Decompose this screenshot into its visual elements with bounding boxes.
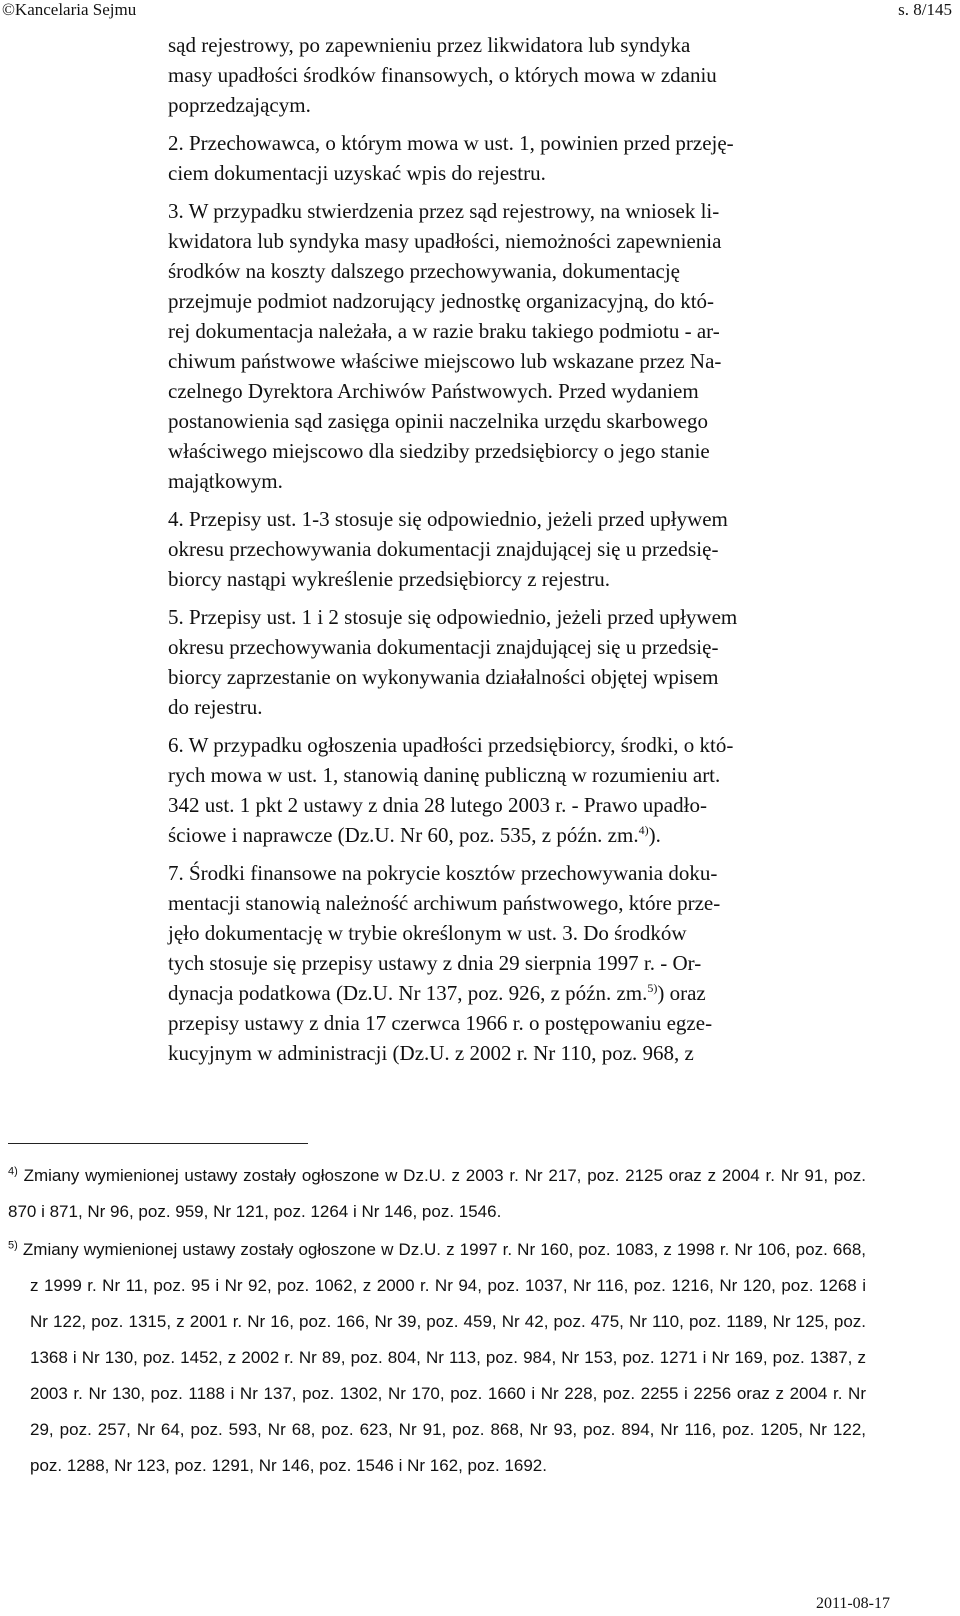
text-line <box>168 820 868 850</box>
footnote-text: Zmiany wymienionej ustawy zostały ogłoszone w Dz.U. z 1997 r. Nr 160, poz. 1083, z 1998 r. Nr 106, poz. 668, z 1999 r. Nr 11, poz. 95 i Nr 92, poz. 1062, z 2000 r. Nr 94, poz. 1037, Nr 116, poz. 1216, Nr 120, poz. 1268 i Nr 122, poz. 1315, z 2001 r. Nr 16, poz. 166, Nr 39, poz. 459, Nr 42, poz. 475, Nr 110, poz. 1189, Nr 125, poz. 1368 i Nr 130, poz. 1452, z 2002 r. Nr 89, poz. 804, Nr 113, poz. 984, Nr 153, poz. 1271 i Nr 169, poz. 1387, z 2003 r. Nr 130, poz. 1188 i Nr 137, poz. 1302, Nr 170, poz. 1660 i Nr 228, poz. 2255 i 2256 oraz z 2004 r. Nr 29, poz. 257, Nr 64, poz. 593, Nr 68, poz. 623, Nr 91, poz. 868, Nr 93, poz. 894, Nr 116, poz. 1205, Nr 122, poz. 1288, Nr 123, poz. 1291, Nr 146, poz. 1546 i Nr 162, poz. 1692. <box>22 1240 866 1475</box>
text-line: chiwum państwowe właściwe miejscowo lub wskazane przez Na- <box>168 349 722 373</box>
paragraph-5 <box>168 602 868 722</box>
paragraph-2 <box>168 128 868 188</box>
text-fragment: ) oraz <box>657 981 706 1005</box>
footnotes <box>8 1158 866 1486</box>
text-line: środków na koszty dalszego przechowywania, dokumentację <box>168 259 680 283</box>
footnote-text: Zmiany wymienionej ustawy zostały ogłoszone w Dz.U. z 2003 r. Nr 217, poz. 2125 oraz z 2004 r. Nr 91, poz. 870 i 871, Nr 96, poz. 959, Nr 121, poz. 1264 i Nr 146, poz. 1546. <box>8 1166 866 1221</box>
text-line: 342 ust. 1 pkt 2 ustawy z dnia 28 lutego 2003 r. - Prawo upadło- <box>168 793 707 817</box>
text-line: 2. Przechowawca, o którym mowa w ust. 1, powinien przed przeję- <box>168 131 734 155</box>
footnote-reference[interactable]: 4) <box>638 823 649 837</box>
paragraph-3 <box>168 196 868 496</box>
paragraph-1-continuation <box>168 30 868 120</box>
footer-date: 2011-08-17 <box>815 1595 890 1612</box>
paragraph-6 <box>168 730 868 850</box>
footnote-5 <box>8 1232 866 1484</box>
footnote-4 <box>8 1158 866 1230</box>
footnote-mark: 5) <box>8 1239 18 1252</box>
header-source: ©Kancelaria Sejmu <box>2 0 137 19</box>
footnote-reference[interactable]: 5) <box>647 981 658 995</box>
text-line: 3. W przypadku stwierdzenia przez sąd rejestrowy, na wniosek li- <box>168 199 720 223</box>
text-line: okresu przechowywania dokumentacji znajdującej się u przedsię- <box>168 537 719 561</box>
text-line: masy upadłości środków finansowych, o których mowa w zdaniu <box>168 63 717 87</box>
text-line: biorcy zaprzestanie on wykonywania działalności objętej wpisem <box>168 665 719 689</box>
text-line: rej dokumentacja należała, a w razie braku takiego podmiotu - ar- <box>168 319 720 343</box>
paragraph-4 <box>168 504 868 594</box>
text-line: 7. Środki finansowe na pokrycie kosztów przechowywania doku- <box>168 861 718 885</box>
text-line: postanowienia sąd zasięga opinii naczelnika urzędu skarbowego <box>168 409 708 433</box>
text-line: sąd rejestrowy, po zapewnieniu przez likwidatora lub syndyka <box>168 33 691 57</box>
footnote-separator <box>8 1143 308 1144</box>
document-body <box>168 30 868 1076</box>
paragraph-7 <box>168 858 868 1068</box>
text-line: 4. Przepisy ust. 1-3 stosuje się odpowiednio, jeżeli przed upływem <box>168 507 728 531</box>
text-line: poprzedzającym. <box>168 93 311 117</box>
text-fragment: dynacja podatkowa (Dz.U. Nr 137, poz. 926, z późn. zm. <box>168 981 648 1005</box>
text-line: 5. Przepisy ust. 1 i 2 stosuje się odpowiednio, jeżeli przed upływem <box>168 605 738 629</box>
text-line: biorcy nastąpi wykreślenie przedsiębiorcy z rejestru. <box>168 567 610 591</box>
text-line: okresu przechowywania dokumentacji znajdującej się u przedsię- <box>168 635 719 659</box>
text-line: tych stosuje się przepisy ustawy z dnia 29 sierpnia 1997 r. - Or- <box>168 951 702 975</box>
text-line <box>168 978 868 1008</box>
header-page-number: s. 8/145 <box>898 0 952 19</box>
text-fragment: ściowe i naprawcze (Dz.U. Nr 60, poz. 535, z późn. zm. <box>168 823 639 847</box>
text-line: przejmuje podmiot nadzorujący jednostkę organizacyjną, do któ- <box>168 289 715 313</box>
text-line: rych mowa w ust. 1, stanowią daninę publiczną w rozumieniu art. <box>168 763 721 787</box>
text-line: jęło dokumentację w trybie określonym w ust. 3. Do środków <box>168 921 687 945</box>
text-line: kwidatora lub syndyka masy upadłości, niemożności zapewnienia <box>168 229 722 253</box>
text-line: kucyjnym w administracji (Dz.U. z 2002 r. Nr 110, poz. 968, z <box>168 1041 694 1065</box>
text-line: 6. W przypadku ogłoszenia upadłości przedsiębiorcy, środki, o któ- <box>168 733 734 757</box>
text-line: do rejestru. <box>168 695 263 719</box>
footnote-mark: 4) <box>8 1165 18 1178</box>
text-fragment: ). <box>648 823 661 847</box>
text-line: właściwego miejscowo dla siedziby przedsiębiorcy o jego stanie <box>168 439 710 463</box>
text-line: majątkowym. <box>168 469 283 493</box>
text-line: mentacji stanowią należność archiwum państwowego, które prze- <box>168 891 721 915</box>
text-line: ciem dokumentacji uzyskać wpis do rejestru. <box>168 161 546 185</box>
text-line: przepisy ustawy z dnia 17 czerwca 1966 r. o postępowaniu egze- <box>168 1011 713 1035</box>
text-line: czelnego Dyrektora Archiwów Państwowych. Przed wydaniem <box>168 379 699 403</box>
